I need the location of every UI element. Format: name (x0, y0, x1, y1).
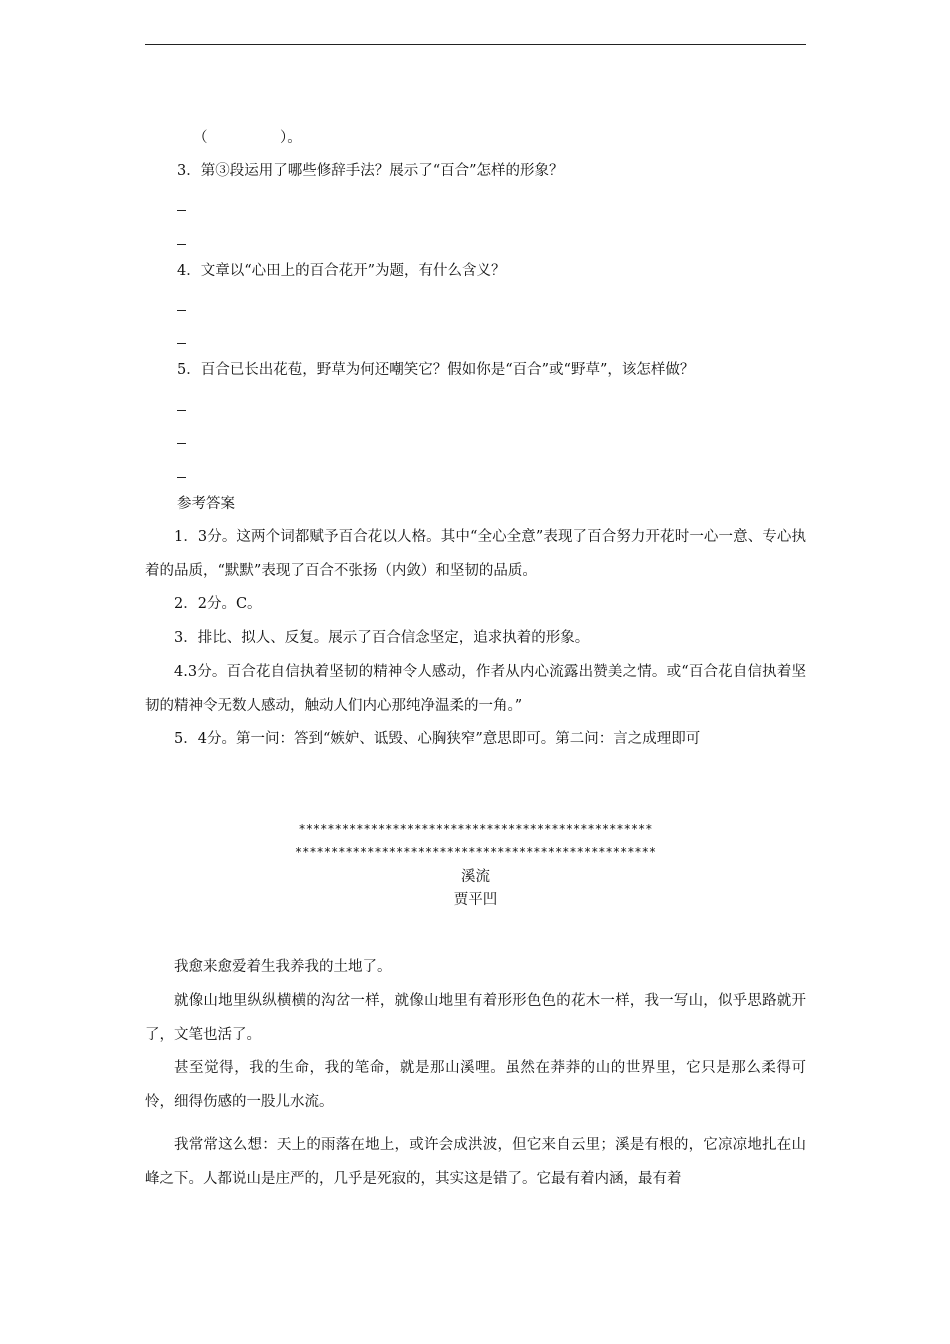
answers-heading: 参考答案 (177, 496, 235, 512)
article-title: 溪流 (461, 869, 490, 885)
answer-blank (177, 443, 186, 444)
question-2-tail: （ ）。 (193, 130, 302, 146)
article-paragraph: 就像山地里纵纵横横的沟岔一样，就像山地里有着形形色色的花木一样，我一写山，似乎思路就开了，文笔也活了。 (145, 993, 806, 1043)
answer-5: 5．4分。第一问：答到“嫉妒、诋毁、心胸狭窄”意思即可。第二问：言之成理即可 (174, 731, 701, 747)
question-4: 4．文章以“心田上的百合花开”为题，有什么含义？ (177, 263, 506, 279)
answer-blank (177, 310, 186, 311)
article-paragraph: 我常常这么想：天上的雨落在地上，或许会成洪波，但它来自云里；溪是有根的，它凉凉地扎在山峰之下。人都说山是庄严的，几乎是死寂的，其实这是错了。它最有着内涵，最有着 (145, 1137, 806, 1187)
answer-blank (177, 477, 186, 478)
separator-line: ************************************************* (298, 822, 653, 836)
article-paragraph: 我愈来愈爱着生我养我的土地了。 (174, 959, 392, 975)
separator-line: ************************************************** (294, 845, 657, 859)
header-rule (145, 44, 806, 45)
answer-blank (177, 244, 186, 245)
question-3: 3．第③段运用了哪些修辞手法？展示了“百合”怎样的形象？ (177, 163, 564, 179)
article-author: 贾平凹 (453, 892, 498, 908)
answer-3: 3．排比、拟人、反复。展示了百合信念坚定，追求执着的形象。 (174, 630, 590, 646)
article-paragraph: 甚至觉得，我的生命，我的笔命，就是那山溪哩。虽然在莽莽的山的世界里，它只是那么柔得可怜，细得伤感的一股儿水流。 (145, 1060, 806, 1110)
answer-blank (177, 410, 186, 411)
answer-blank (177, 343, 186, 344)
answer-1: 1．3分。这两个词都赋予百合花以人格。其中“全心全意”表现了百合努力开花时一心一意、专心执着的品质，“默默”表现了百合不张扬（内敛）和坚韧的品质。 (145, 529, 806, 579)
answer-blank (177, 210, 186, 211)
answer-4: 4.3分。百合花自信执着坚韧的精神令人感动，作者从内心流露出赞美之情。或“百合花自信执着坚韧的精神令无数人感动，触动人们内心那纯净温柔的一角。” (145, 664, 806, 714)
answer-2: 2．2分。C。 (174, 596, 262, 612)
question-5: 5．百合已长出花苞，野草为何还嘲笑它？假如你是“百合”或“野草”，该怎样做？ (177, 362, 695, 378)
